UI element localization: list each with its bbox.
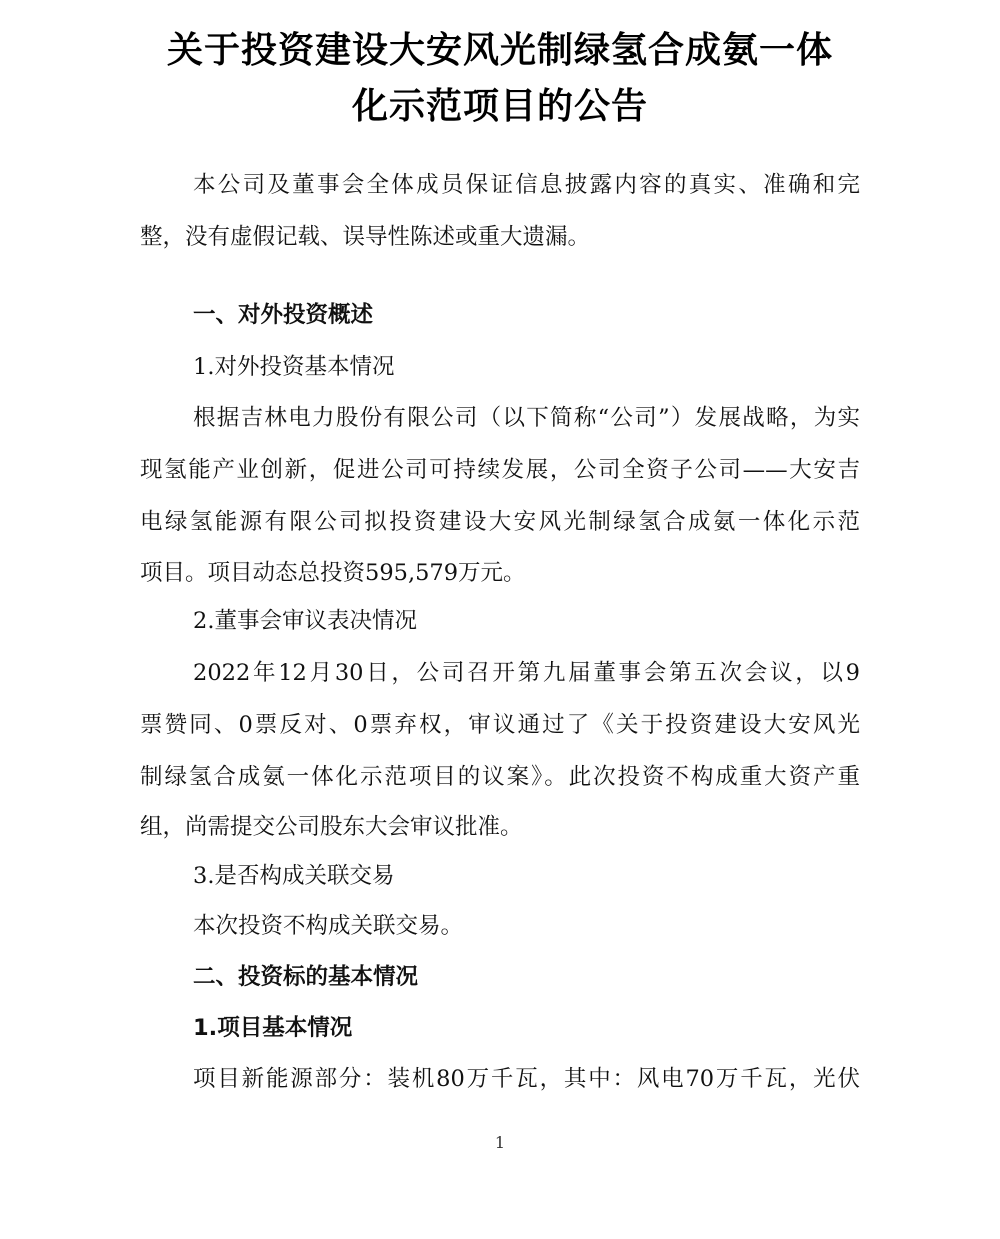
paragraph-line: 票赞同、0票反对、0票弃权，审议通过了《关于投资建设大安风光	[140, 712, 860, 738]
paragraph-line: 项目。项目动态总投资595,579万元。	[140, 560, 526, 586]
statement-line-1: 本公司及董事会全体成员保证信息披露内容的真实、准确和完	[193, 172, 860, 198]
section-2-heading: 二、投资标的基本情况	[193, 964, 419, 990]
statement-line-2: 整，没有虚假记载、误导性陈述或重大遗漏。	[140, 224, 591, 250]
subsection-1-1-heading: 1.对外投资基本情况	[193, 354, 395, 380]
paragraph-line: 制绿氢合成氨一体化示范项目的议案》。此次投资不构成重大资产重	[140, 764, 860, 790]
subsection-2-1-heading: 1.项目基本情况	[193, 1015, 353, 1041]
paragraph-line: 根据吉林电力股份有限公司（以下简称“公司”）发展战略，为实	[193, 405, 860, 431]
subsection-1-3-heading: 3.是否构成关联交易	[193, 863, 395, 889]
paragraph-line: 项目新能源部分：装机80万千瓦，其中：风电70万千瓦，光伏	[193, 1066, 860, 1092]
subsection-1-2-heading: 2.董事会审议表决情况	[193, 608, 417, 634]
paragraph-line: 电绿氢能源有限公司拟投资建设大安风光制绿氢合成氨一体化示范	[140, 509, 860, 535]
section-1-heading: 一、对外投资概述	[193, 302, 374, 328]
paragraph-line: 组，尚需提交公司股东大会审议批准。	[140, 814, 523, 840]
paragraph-line: 本次投资不构成关联交易。	[193, 913, 464, 939]
paragraph-line: 2022年12月30日，公司召开第九届董事会第五次会议，以9	[193, 660, 860, 686]
paragraph-line: 现氢能产业创新，促进公司可持续发展，公司全资子公司——大安吉	[140, 457, 860, 483]
document-title-line-1: 关于投资建设大安风光制绿氢合成氨一体	[166, 30, 833, 71]
page-number: 1	[494, 1133, 506, 1152]
document-title-line-2: 化示范项目的公告	[351, 86, 648, 127]
